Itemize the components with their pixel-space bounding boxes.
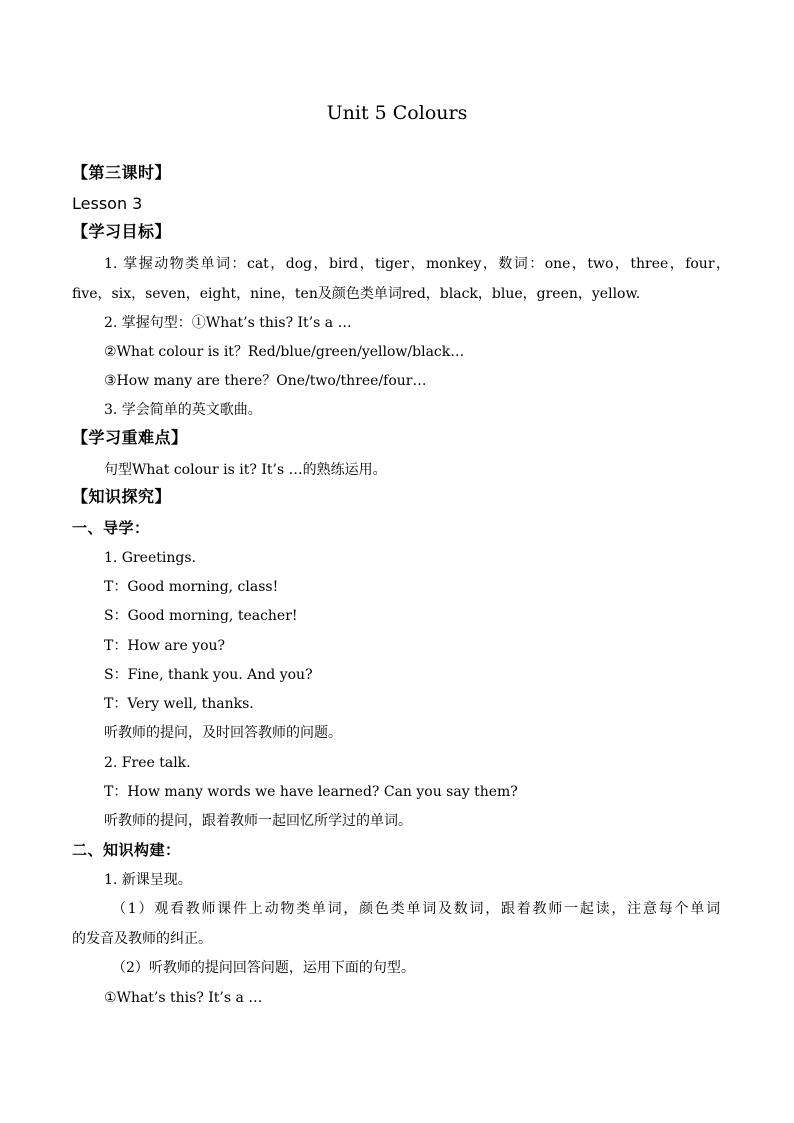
dialog-line: T：Very well, thanks. xyxy=(104,696,254,712)
dialog-line: S：Good morning, teacher! xyxy=(104,608,298,624)
dialog-line: S：Fine, thank you. And you? xyxy=(104,667,313,683)
objective-item-1-line-1: 1. 掌握动物类单词：cat，dog，bird，tiger，monkey，数词：one，two，three，four， xyxy=(104,256,730,272)
objective-item-2-b: ②What colour is it？Red/blue/green/yellow/black… xyxy=(104,344,465,360)
key-points-text: 句型What colour is it? It’s …的熟练运用。 xyxy=(104,462,387,478)
period-heading: 【第三课时】 xyxy=(72,163,172,182)
objectives-heading: 【学习目标】 xyxy=(72,222,172,241)
document-title: Unit 5 Colours xyxy=(326,102,468,124)
objective-item-1-line-2: five，six，seven，eight，nine，ten及颜色类单词red，black，blue，green，yellow. xyxy=(72,286,641,302)
free-talk-label: 2. Free talk. xyxy=(104,755,191,771)
new-lesson-label: 1. 新课呈现。 xyxy=(104,872,192,888)
sentence-pattern: ①What’s this? It’s a … xyxy=(104,990,263,1006)
part1-heading: 一、导学： xyxy=(72,519,150,537)
key-points-heading: 【学习重难点】 xyxy=(72,428,188,447)
objective-item-2: 2. 掌握句型：①What’s this? It’s a … xyxy=(104,315,352,331)
objective-item-2-c: ③How many are there？One/two/three/four… xyxy=(104,373,427,389)
part2-heading: 二、知识构建： xyxy=(72,841,181,859)
objective-item-3: 3. 学会简单的英文歌曲。 xyxy=(104,402,262,418)
step-1-line-2: 的发音及教师的纠正。 xyxy=(72,931,212,947)
exploration-heading: 【知识探究】 xyxy=(72,487,172,506)
dialog-line: T：Good morning, class! xyxy=(104,579,279,595)
instruction-note: 听教师的提问，跟着教师一起回忆所学过的单词。 xyxy=(104,813,412,829)
dialog-line: T：How are you? xyxy=(104,638,226,654)
instruction-note: 听教师的提问，及时回答教师的问题。 xyxy=(104,725,342,741)
step-2: （2）听教师的提问回答问题，运用下面的句型。 xyxy=(112,960,415,976)
free-talk-question: T：How many words we have learned? Can you say them? xyxy=(104,784,518,800)
greetings-label: 1. Greetings. xyxy=(104,550,196,566)
step-1-line-1: （1）观看教师课件上动物类单词，颜色类单词及数词，跟着教师一起读，注意每个单词 xyxy=(112,901,720,917)
lesson-label: Lesson 3 xyxy=(72,194,143,213)
